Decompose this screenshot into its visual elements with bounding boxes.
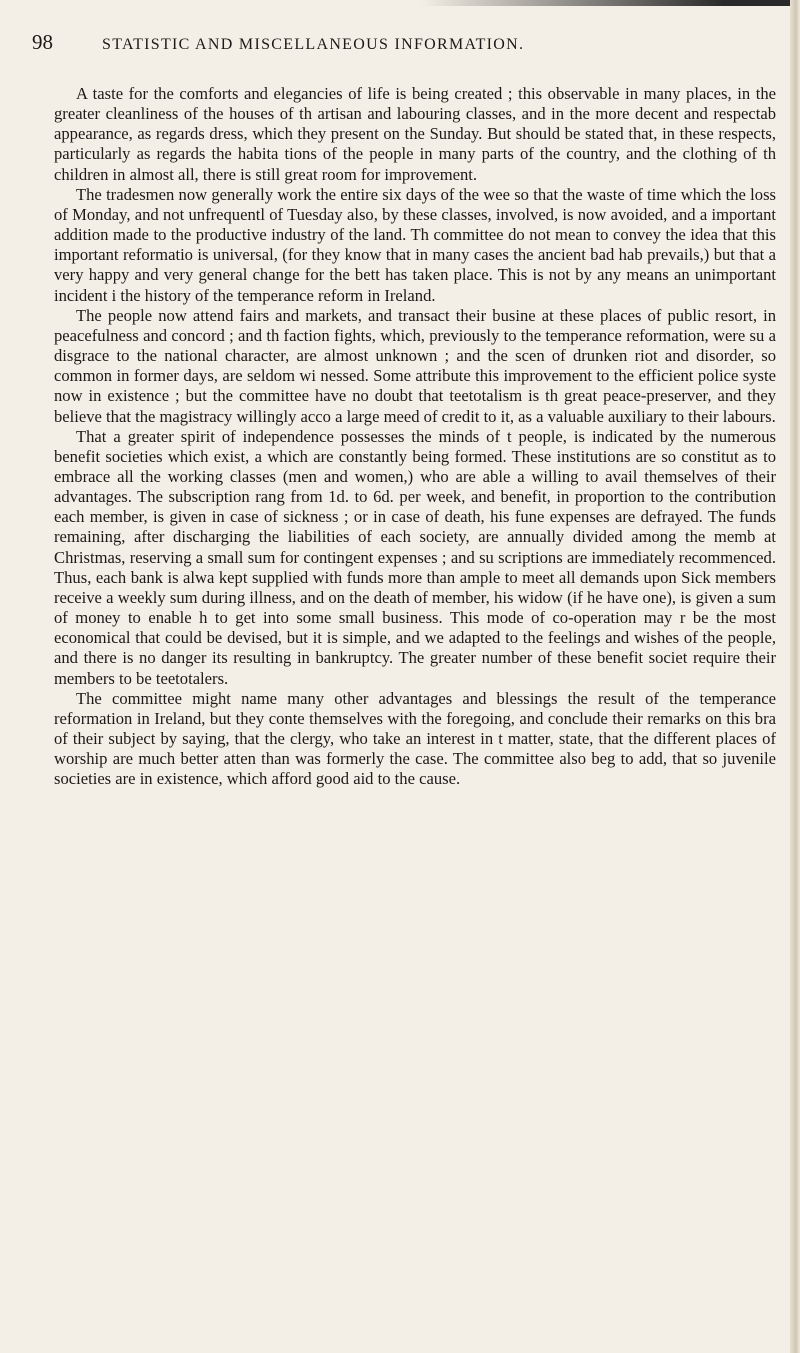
page-top-shadow <box>420 0 800 6</box>
page-header <box>32 28 772 64</box>
paragraph-comforts: A taste for the comforts and elegancies of life is being created ; this observable in many places, in the greater cleanliness of the houses of th artisan and labouring classes, and in the more decent and respectab appearance, as regards dress, which they present on the Sunday. But should be stated that, in these respects, particularly as regards the habita tions of the people in many parts of the country, and the clothing of th children in almost all, there is still great room for improvement. <box>54 84 776 184</box>
body-text <box>54 84 776 789</box>
page-number: 98 <box>32 30 53 54</box>
paragraph-benefit-societies: That a greater spirit of independence possesses the minds of t people, is indicated by the numerous benefit societies which exist, a which are constantly being formed. These institutions are so constitut as to embrace all the working classes (men and women,) who are able a willing to avail themselves of their advantages. The subscription rang from 1d. to 6d. per week, and benefit, in proportion to the contribution each member, is given in case of sickness ; or in case of death, his fune expenses are defrayed. The funds remaining, after discharging the liabilities of each society, are annually divided among the memb at Christmas, reserving a small sum for contingent expenses ; and su scriptions are immediately recommenced. Thus, each bank is alwa kept supplied with funds more than ample to meet all demands upon Sick members receive a weekly sum during illness, and on the death of member, his widow (if he have one), is given a sum of money to enable h to get into some small business. This mode of co-operation may r be the most economical that could be devised, but it is simple, and we adapted to the feelings and wishes of the people, and there is no danger its resulting in bankruptcy. The greater number of these benefit societ require their members to be teetotalers. <box>54 426 776 688</box>
paragraph-closing: The committee might name many other advantages and blessings the result of the temperance reformation in Ireland, but they conte themselves with the foregoing, and conclude their remarks on this bra of their subject by saying, that the clergy, who take an interest in t matter, state, that the different places of worship are much better atten than was formerly the case. The committee also beg to add, that so juvenile societies are in existence, which afford good aid to the cause. <box>54 688 776 789</box>
running-title: STATISTIC AND MISCELLANEOUS INFORMATION. <box>102 36 525 53</box>
page-right-edge <box>790 0 800 1353</box>
paragraph-tradesmen: The tradesmen now generally work the entire six days of the wee so that the waste of time which the loss of Monday, and not unfrequentl of Tuesday also, by these classes, involved, is now avoided, and a important addition made to the productive industry of the land. Th committee do not mean to convey the idea that this important reformatio is universal, (for they know that in many cases the ancient bad hab prevails,) but that a very happy and very general change for the bett has taken place. This is not by any means an unimportant incident i the history of the temperance reform in Ireland. <box>54 184 776 305</box>
paragraph-fairs-markets: The people now attend fairs and markets, and transact their busine at these places of public resort, in peacefulness and concord ; and th faction fights, which, previously to the temperance reformation, were su a disgrace to the national character, are almost unknown ; and the scen of drunken riot and disorder, so common in former days, are seldom wi nessed. Some attribute this improvement to the efficient police syste now in existence ; but the committee have no doubt that teetotalism is th great peace-preserver, and they believe that the magistracy willingly acco a large meed of credit to it, as a valuable auxiliary to their labours. <box>54 305 776 426</box>
